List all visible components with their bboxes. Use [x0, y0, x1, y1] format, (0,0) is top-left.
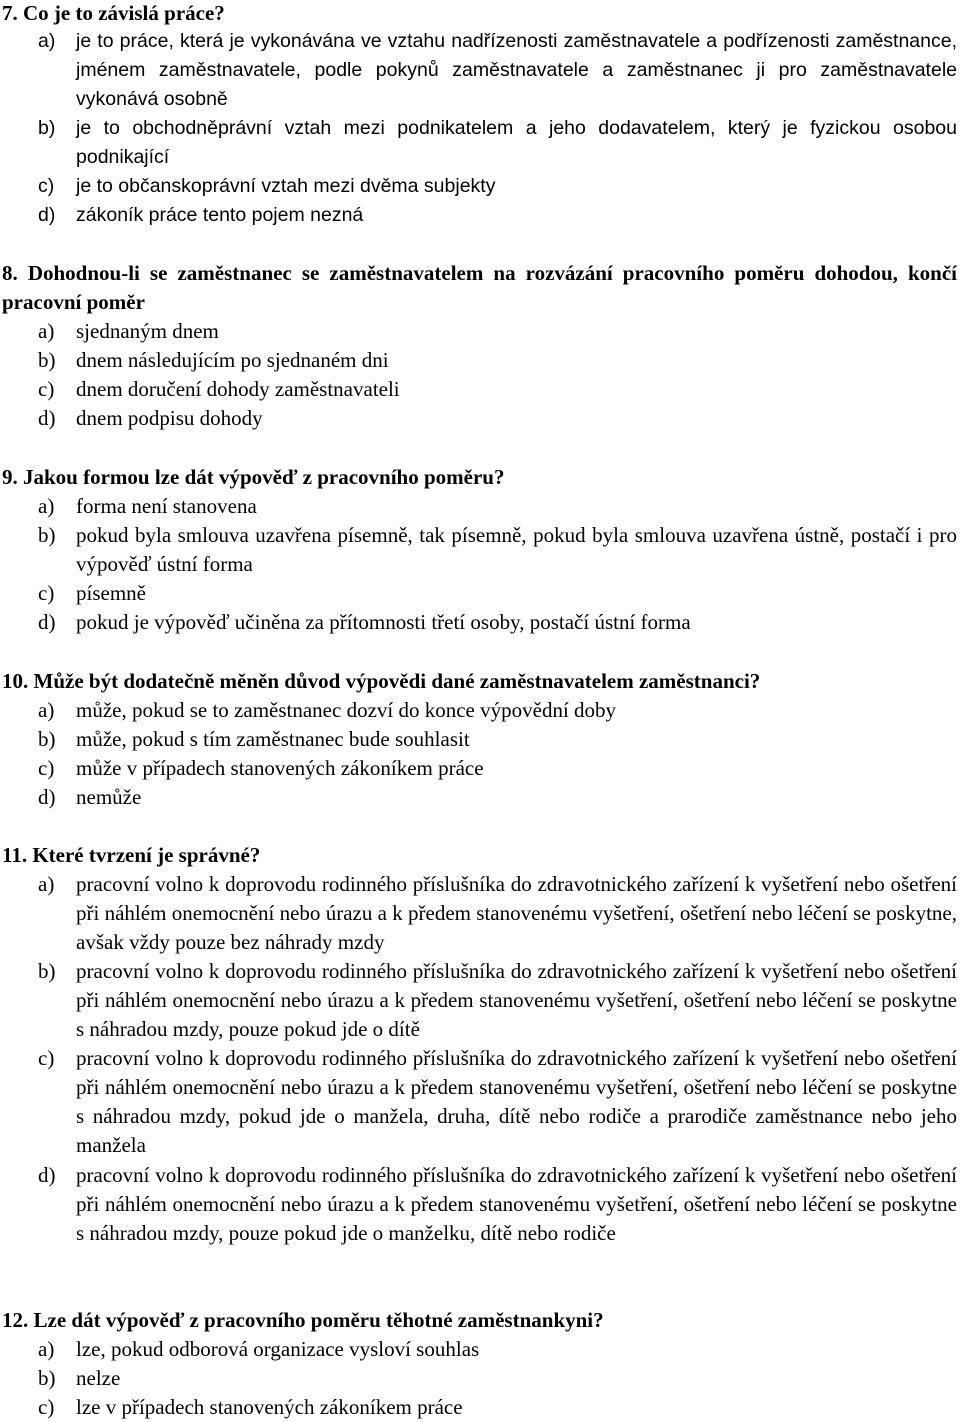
option-text: pracovní volno k doprovodu rodinného příslušníka do zdravotnického zařízení k vyšetření nebo ošetření při náhlém onemocnění nebo úrazu a k předem stanovenému vyšetření, ošetření nebo léčení se poskytne s náhradou mzdy, pokud jde o manžela, druha, dítě nebo rodiče a prarodiče zaměstnance nebo jeho manžela — [76, 1046, 957, 1157]
option-letter: a) — [38, 1337, 55, 1361]
option-text: lze v případech stanovených zákoníkem práce — [76, 1395, 463, 1419]
option-text: písemně — [76, 581, 146, 605]
option-letter: b) — [38, 1366, 56, 1390]
option-text: nemůže — [76, 785, 142, 809]
question-11-option-d — [38, 1161, 957, 1248]
question-7-option-a — [38, 27, 957, 114]
option-text: lze, pokud odborová organizace vysloví souhlas — [76, 1337, 480, 1361]
option-text: pracovní volno k doprovodu rodinného příslušníka do zdravotnického zařízení k vyšetření nebo ošetření při náhlém onemocnění nebo úrazu a k předem stanovenému vyšetření, ošetření nebo léčení se poskytne s náhradou mzdy, pouze pokud jde o dítě — [76, 959, 957, 1041]
option-letter: a) — [38, 872, 55, 896]
question-7-option-b — [38, 114, 957, 172]
option-letter: d) — [38, 785, 56, 809]
option-letter: a) — [38, 494, 55, 518]
option-text: dnem doručení dohody zaměstnavateli — [76, 377, 400, 401]
option-text: pracovní volno k doprovodu rodinného příslušníka do zdravotnického zařízení k vyšetření nebo ošetření při náhlém onemocnění nebo úrazu a k předem stanovenému vyšetření, ošetření nebo léčení se poskytne s náhradou mzdy, pouze pokud jde o manželku, dítě nebo rodiče — [76, 1163, 957, 1245]
option-text: pokud byla smlouva uzavřena písemně, tak písemně, pokud byla smlouva uzavřena ústně, postačí i pro výpověď ústní forma — [76, 523, 957, 576]
question-8-option-a — [38, 317, 957, 346]
option-text: pokud je výpověď učiněna za přítomnosti třetí osoby, postačí ústní forma — [76, 610, 691, 634]
question-7-option-d — [38, 201, 957, 230]
option-letter: a) — [38, 30, 56, 52]
option-text: je to práce, která je vykonávána ve vztahu nadřízenosti zaměstnavatele a podřízenosti zaměstnance, jménem zaměstnavatele, podle pokynů zaměstnavatele a zaměstnanec ji pro zaměstnavatele vykonává osobně — [76, 30, 957, 110]
option-letter: a) — [38, 319, 55, 343]
question-9-option-b — [38, 521, 957, 579]
question-9-title: 9. Jakou formou lze dát výpověď z pracovního poměru? — [2, 465, 505, 489]
question-8-option-d — [38, 404, 957, 433]
question-8-title: 8. Dohodnou-li se zaměstnanec se zaměstnavatelem na rozvázání pracovního poměru dohodou, končí pracovní poměr — [2, 261, 957, 314]
option-text: může, pokud s tím zaměstnanec bude souhlasit — [76, 727, 470, 751]
option-text: může v případech stanovených zákoníkem práce — [76, 756, 484, 780]
option-letter: b) — [38, 348, 56, 372]
option-text: zákoník práce tento pojem nezná — [76, 204, 364, 226]
option-letter: c) — [38, 1395, 55, 1419]
question-9-option-d — [38, 608, 957, 637]
option-text: nelze — [76, 1366, 121, 1390]
option-letter: b) — [38, 727, 56, 751]
option-letter: a) — [38, 698, 55, 722]
question-11-title: 11. Které tvrzení je správné? — [2, 843, 261, 867]
question-11-option-a — [38, 870, 957, 957]
option-letter: c) — [38, 175, 55, 197]
question-9-option-c — [38, 579, 957, 608]
question-8-option-b — [38, 346, 957, 375]
option-text: dnem následujícím po sjednaném dni — [76, 348, 389, 372]
option-letter: c) — [38, 581, 55, 605]
question-12-option-a — [38, 1335, 957, 1364]
question-10-option-c — [38, 754, 957, 783]
question-12-title: 12. Lze dát výpověď z pracovního poměru těhotné zaměstnankyni? — [2, 1308, 604, 1332]
question-10-option-b — [38, 725, 957, 754]
option-letter: c) — [38, 756, 55, 780]
option-text: je to občanskoprávní vztah mezi dvěma subjekty — [76, 175, 496, 197]
question-12-option-c — [38, 1393, 957, 1422]
option-letter: d) — [38, 610, 56, 634]
option-letter: d) — [38, 204, 56, 226]
option-text: dnem podpisu dohody — [76, 406, 263, 430]
question-7-title: 7. Co je to závislá práce? — [2, 1, 225, 25]
option-letter: c) — [38, 377, 55, 401]
question-8-option-c — [38, 375, 957, 404]
option-text: sjednaným dnem — [76, 319, 219, 343]
option-text: může, pokud se to zaměstnanec dozví do konce výpovědní doby — [76, 698, 617, 722]
option-letter: d) — [38, 406, 56, 430]
option-text: pracovní volno k doprovodu rodinného příslušníka do zdravotnického zařízení k vyšetření nebo ošetření při náhlém onemocnění nebo úrazu a k předem stanovenému vyšetření, ošetření nebo léčení se poskytne, avšak vždy pouze bez náhrady mzdy — [76, 872, 957, 954]
option-letter: b) — [38, 523, 56, 547]
option-text: forma není stanovena — [76, 494, 257, 518]
question-11-option-c — [38, 1044, 957, 1160]
question-10-title: 10. Může být dodatečně měněn důvod výpovědi dané zaměstnavatelem zaměstnanci? — [2, 669, 761, 693]
question-10-option-d — [38, 783, 957, 812]
option-letter: c) — [38, 1046, 55, 1070]
option-text: je to obchodněprávní vztah mezi podnikatelem a jeho dodavatelem, který je fyzickou osobou podnikající — [76, 117, 957, 168]
question-7-option-c — [38, 172, 957, 201]
option-letter: b) — [38, 959, 56, 983]
question-12-option-b — [38, 1364, 957, 1393]
question-9-option-a — [38, 492, 957, 521]
option-letter: b) — [38, 117, 56, 139]
question-10-option-a — [38, 696, 957, 725]
option-letter: d) — [38, 1163, 56, 1187]
question-11-option-b — [38, 957, 957, 1044]
